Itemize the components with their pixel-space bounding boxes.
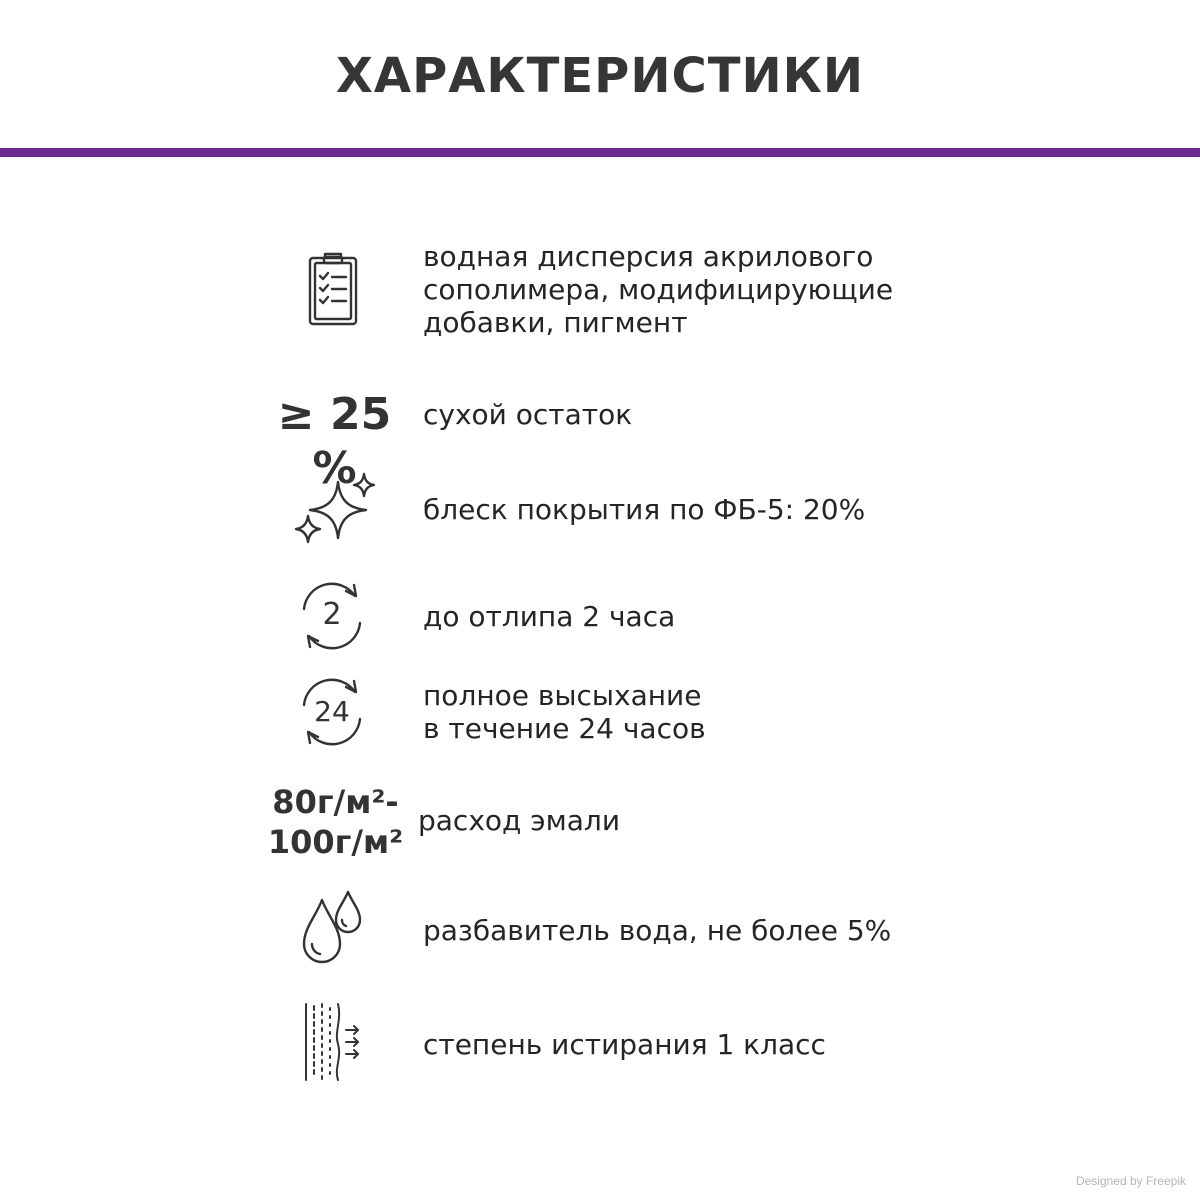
feature-gloss-text: блеск покрытия по ФБ-5: 20% (423, 493, 866, 526)
clipboard-checklist-icon (300, 250, 364, 330)
cycle-24-icon (294, 674, 370, 750)
consumption-value: 80г/м²- 100г/м² (267, 783, 404, 861)
water-drops-icon (296, 888, 372, 970)
credit-text: Designed by Freepik (1075, 1174, 1186, 1188)
page-title: ХАРАКТЕРИСТИКИ (335, 48, 865, 104)
feature-dry-residue-text: сухой остаток (423, 398, 633, 431)
feature-composition-text: водная дисперсия акрилового сополимера, модифицирующие добавки, пигмент (423, 240, 894, 339)
cycle-2-icon (294, 578, 370, 654)
abrasion-icon (300, 1000, 366, 1084)
feature-tack-free-text: до отлипа 2 часа (423, 600, 676, 633)
feature-full-dry-text: полное высыхание в течение 24 часов (423, 679, 706, 745)
cycle-2-label: 2 (322, 597, 342, 632)
feature-consumption-text: расход эмали (418, 804, 621, 837)
dry-residue-value: ≥ 25 % (277, 389, 392, 494)
feature-thinner-text: разбавитель вода, не более 5% (423, 914, 892, 947)
accent-divider (0, 148, 1200, 157)
sparkles-icon (290, 470, 380, 550)
feature-abrasion-text: степень истирания 1 класс (423, 1028, 826, 1061)
cycle-24-label: 24 (314, 695, 350, 728)
